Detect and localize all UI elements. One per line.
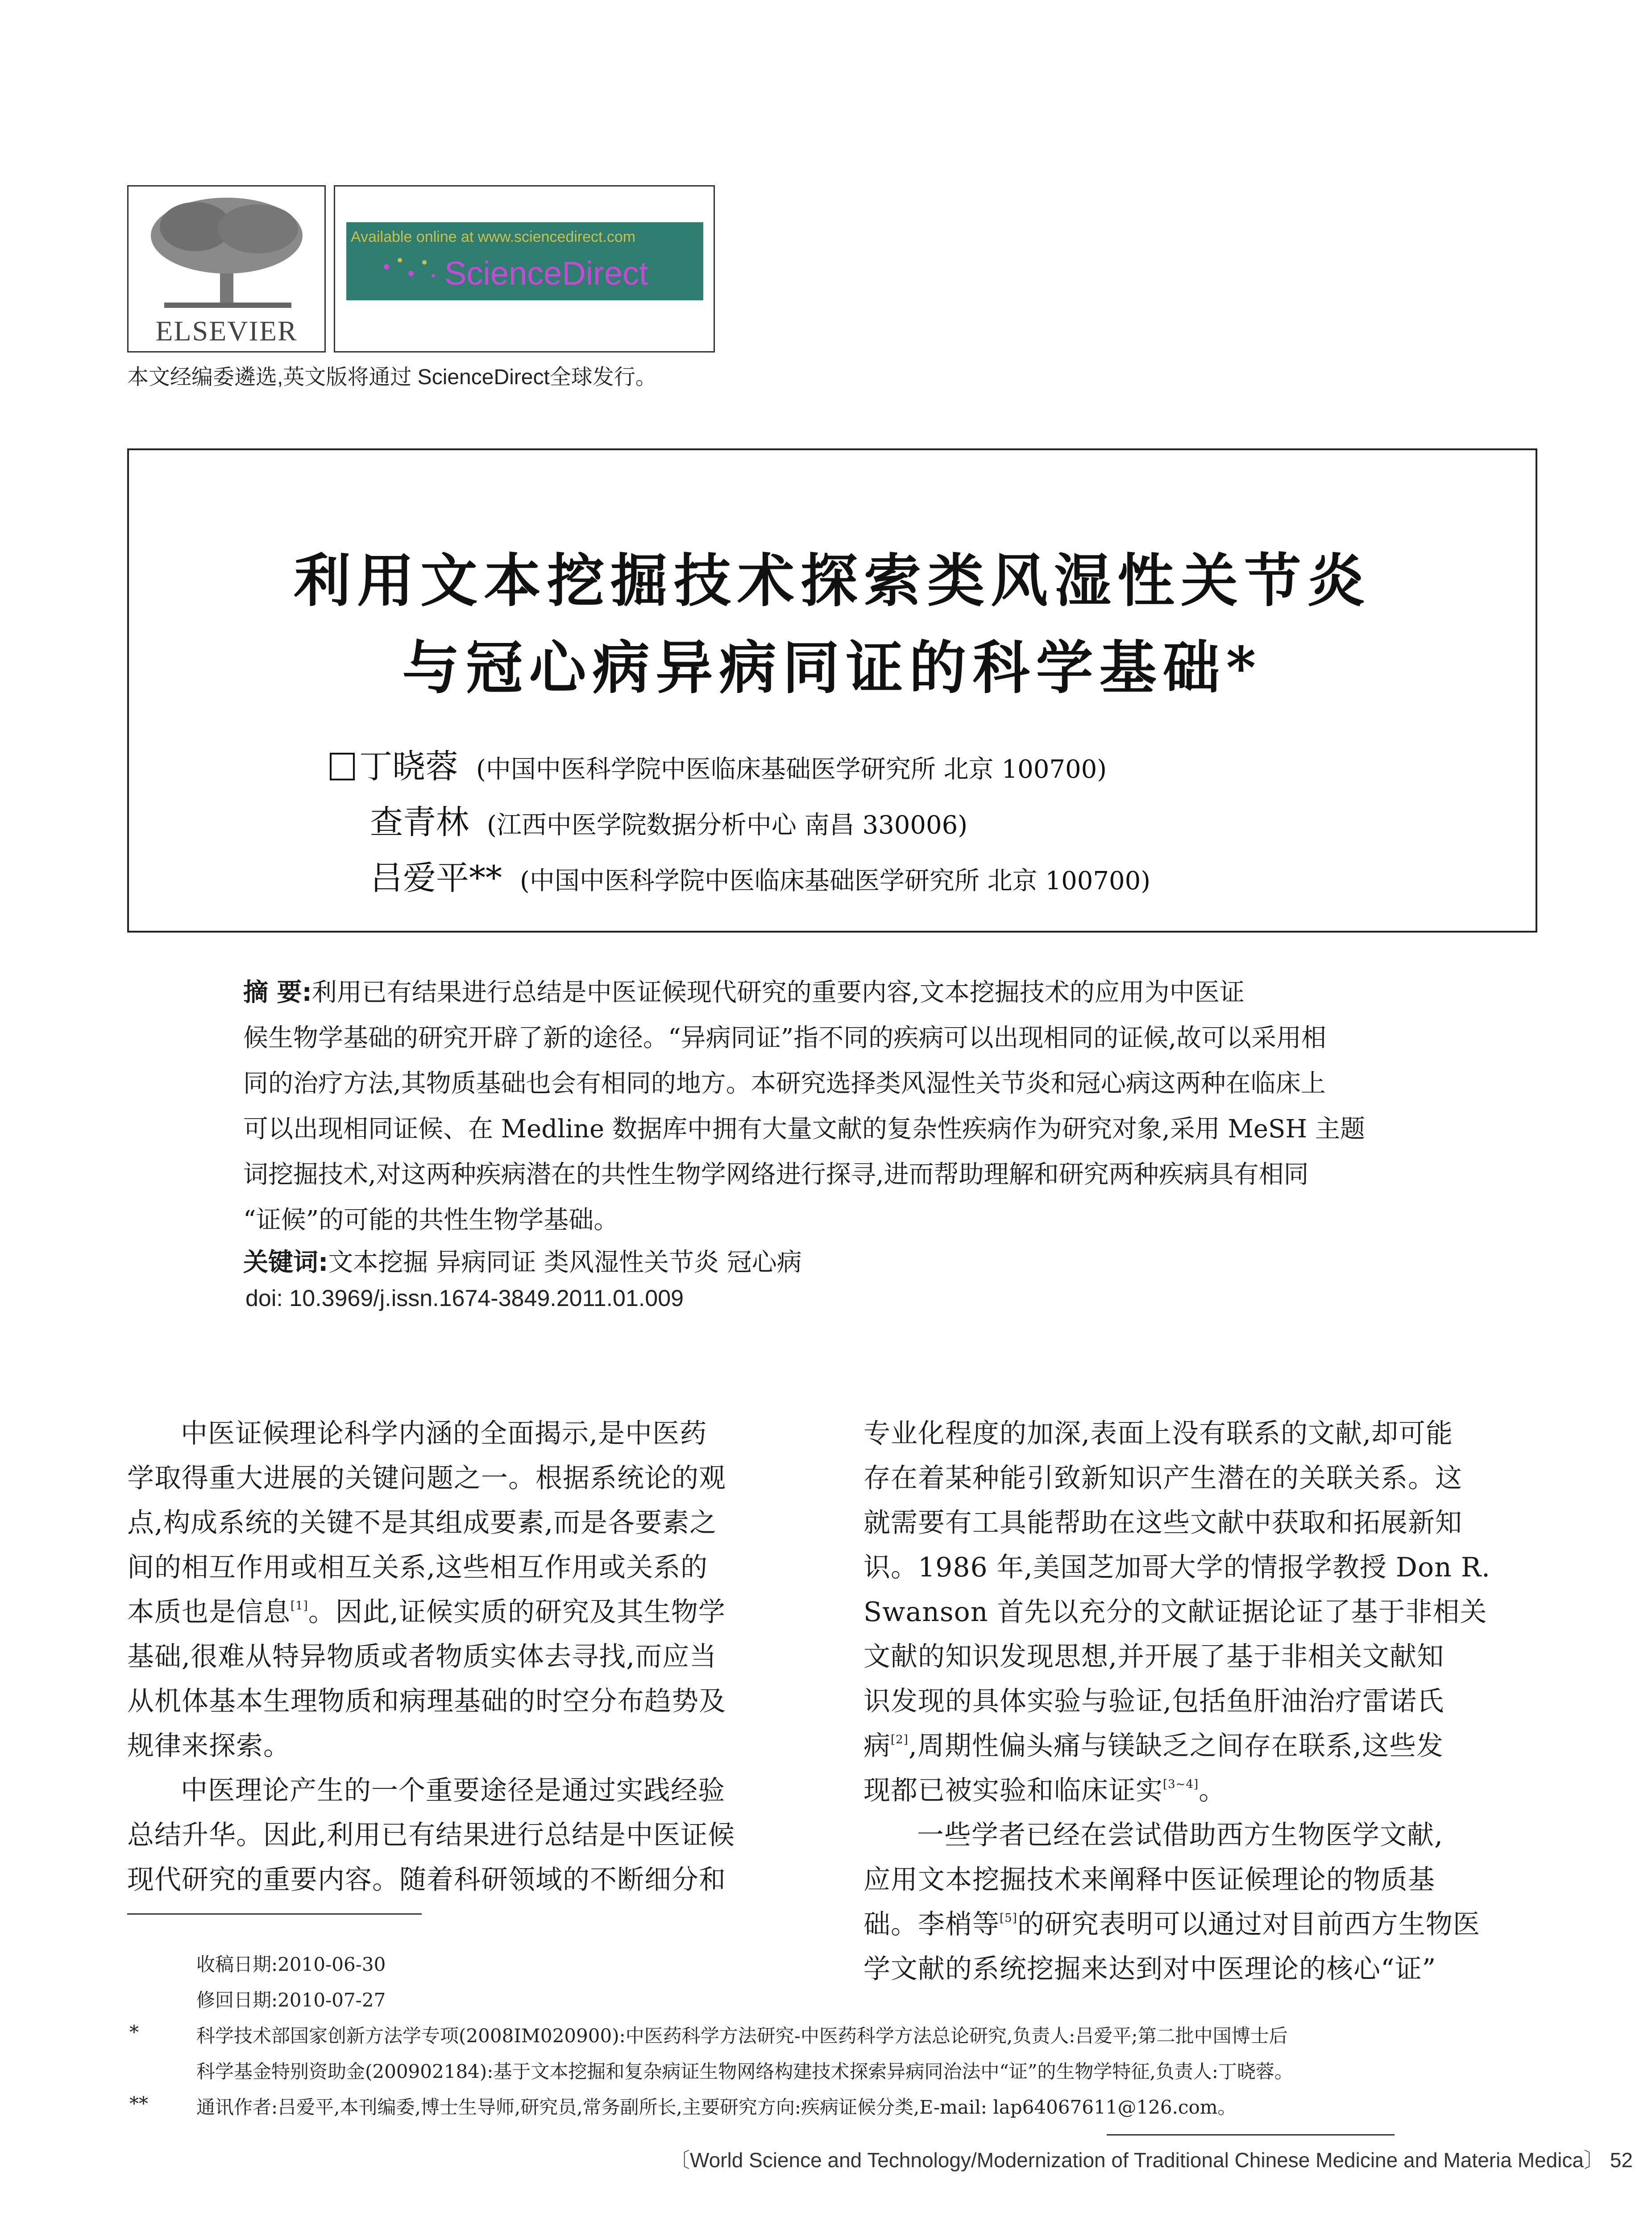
body-line: Swanson 首先以充分的文献证据论证了基于非相关 bbox=[863, 1597, 1487, 1628]
abstract-label: 摘 要: bbox=[243, 978, 312, 1007]
body-line: 从机体基本生理物质和病理基础的时空分布趋势及 bbox=[127, 1686, 726, 1717]
abstract-line: 摘 要:利用已有结果进行总结是中医证候现代研究的重要内容,文本挖掘技术的应用为中医证 bbox=[243, 978, 1245, 1007]
body-line: 存在着某种能引致新知识产生潜在的关联关系。这 bbox=[863, 1463, 1462, 1494]
abstract-line: 同的治疗方法,其物质基础也会有相同的地方。本研究选择类风湿性关节炎和冠心病这两种在临床上 bbox=[243, 1069, 1326, 1098]
citation-ref: [1] bbox=[291, 1599, 308, 1613]
footnote-funding: 科学技术部国家创新方法学专项(2008IM020900):中医药科学方法研究-中医药科学方法总论研究,负责人:吕爱平;第二批中国博士后 bbox=[196, 2025, 1288, 2047]
body-line: 基础,很难从特异物质或者物质实体去寻找,而应当 bbox=[127, 1641, 717, 1672]
body-line: 本质也是信息[1]。因此,证候实质的研究及其生物学 bbox=[127, 1597, 726, 1628]
citation-ref: [3~4] bbox=[1163, 1778, 1199, 1791]
sciencedirect-available-text: Available online at www.sciencedirect.com bbox=[351, 228, 636, 245]
revised-date: 修回日期:2010-07-27 bbox=[196, 1989, 386, 2011]
journal-footer: 〔World Science and Technology/Modernization of Traditional Chinese Medicine and Materia Medica〕 52 bbox=[669, 2148, 1633, 2172]
body-line: 识。1986 年,美国芝加哥大学的情报学教授 Don R. bbox=[863, 1552, 1491, 1583]
received-date: 收稿日期:2010-06-30 bbox=[196, 1953, 386, 1975]
elsevier-logo bbox=[127, 185, 326, 352]
citation-ref: [5] bbox=[1000, 1912, 1017, 1925]
elsevier-wordmark: ELSEVIER bbox=[155, 315, 298, 347]
title-box bbox=[127, 448, 1537, 933]
author-row bbox=[330, 740, 1107, 788]
elsevier-tree-icon bbox=[146, 195, 309, 314]
author-affiliation: (江西中医学院数据分析中心 南昌 330006) bbox=[487, 811, 968, 840]
body-line: 规律来探索。 bbox=[127, 1730, 291, 1762]
abstract-line: “证候”的可能的共性生物学基础。 bbox=[243, 1206, 619, 1235]
footnote-mark: * bbox=[129, 2021, 139, 2043]
body-line: 中医证候理论科学内涵的全面揭示,是中医药 bbox=[181, 1418, 707, 1449]
footnote-correspondence: 通讯作者:吕爱平,本刊编委,博士生导师,研究员,常务副所长,主要研究方向:疾病证候分类,E-mail: lap64067611@126.com。 bbox=[196, 2096, 1237, 2118]
sciencedirect-banner bbox=[346, 222, 703, 300]
author-affiliation: (中国中医科学院中医临床基础医学研究所 北京 100700) bbox=[476, 755, 1107, 784]
footnote-rule bbox=[127, 1913, 422, 1915]
author-affiliation: (中国中医科学院中医临床基础医学研究所 北京 100700) bbox=[520, 867, 1151, 896]
title-line-2: 与冠心病异病同证的科学基础* bbox=[402, 634, 1262, 701]
keywords: 文本挖掘 异病同证 类风湿性关节炎 冠心病 bbox=[328, 1248, 802, 1277]
author-row bbox=[370, 852, 1150, 899]
email-rule bbox=[1107, 2134, 1395, 2136]
body-line: 学取得重大进展的关键问题之一。根据系统论的观 bbox=[127, 1463, 726, 1494]
sciencedirect-name: ScienceDirect bbox=[444, 255, 648, 292]
footnote-funding: 科学基金特别资助金(200902184):基于文本挖掘和复杂病证生物网络构建技术探索异病同治法中“证”的生物学特征,负责人:丁晓蓉。 bbox=[196, 2061, 1293, 2082]
checkbox-square-icon bbox=[330, 753, 355, 780]
body-line: 应用文本挖掘技术来阐释中医证候理论的物质基 bbox=[863, 1864, 1435, 1895]
author-name: 丁晓蓉 bbox=[359, 747, 458, 786]
body-line: 现都已被实验和临床证实[3~4]。 bbox=[863, 1775, 1226, 1806]
keywords-line bbox=[243, 1243, 802, 1278]
body-line: 文献的知识发现思想,并开展了基于非相关文献知 bbox=[863, 1641, 1444, 1672]
body-line: 间的相互作用或相互关系,这些相互作用或关系的 bbox=[127, 1552, 708, 1583]
body-line: 识发现的具体实验与验证,包括鱼肝油治疗雷诺氏 bbox=[863, 1686, 1444, 1717]
footnote-mark: ** bbox=[129, 2093, 148, 2115]
doi: doi: 10.3969/j.issn.1674-3849.2011.01.009 bbox=[245, 1286, 684, 1311]
author-name: 吕爱平** bbox=[370, 859, 502, 897]
body-line: 点,构成系统的关键不是其组成要素,而是各要素之 bbox=[127, 1507, 717, 1538]
body-line: 一些学者已经在尝试借助西方生物医学文献, bbox=[917, 1820, 1444, 1851]
author-name: 查青林 bbox=[370, 803, 469, 842]
body-line: 学文献的系统挖掘来达到对中医理论的核心“证” bbox=[863, 1953, 1436, 1985]
body-line: 就需要有工具能帮助在这些文献中获取和拓展新知 bbox=[863, 1507, 1462, 1538]
abstract-line: 词挖掘技术,对这两种疾病潜在的共性生物学网络进行探寻,进而帮助理解和研究两种疾病具有相同 bbox=[243, 1160, 1309, 1189]
body-line: 础。李梢等[5]的研究表明可以通过对目前西方生物医 bbox=[863, 1909, 1480, 1940]
sciencedirect-logo bbox=[334, 185, 715, 352]
sciencedirect-dots-icon bbox=[378, 249, 440, 289]
author-row bbox=[370, 796, 967, 843]
keywords-label: 关键词: bbox=[243, 1248, 328, 1277]
body-line: 总结升华。因此,利用已有结果进行总结是中医证候 bbox=[127, 1820, 735, 1851]
title-line-1: 利用文本挖掘技术探索类风湿性关节炎 bbox=[293, 547, 1371, 614]
body-line: 现代研究的重要内容。随着科研领域的不断细分和 bbox=[127, 1864, 726, 1895]
body-line: 中医理论产生的一个重要途径是通过实践经验 bbox=[181, 1775, 725, 1806]
body-line: 病[2],周期性偏头痛与镁缺乏之间存在联系,这些发 bbox=[863, 1730, 1444, 1762]
header-note: 本文经编委遴选,英文版将通过 ScienceDirect全球发行。 bbox=[127, 365, 657, 389]
citation-ref: [2] bbox=[891, 1733, 909, 1746]
abstract-line: 候生物学基础的研究开辟了新的途径。“异病同证”指不同的疾病可以出现相同的证候,故可以采用相 bbox=[243, 1024, 1327, 1053]
body-line: 专业化程度的加深,表面上没有联系的文献,却可能 bbox=[863, 1418, 1453, 1449]
abstract-line: 可以出现相同证候、在 Medline 数据库中拥有大量文献的复杂性疾病作为研究对象,采用 MeSH 主题 bbox=[243, 1115, 1366, 1144]
